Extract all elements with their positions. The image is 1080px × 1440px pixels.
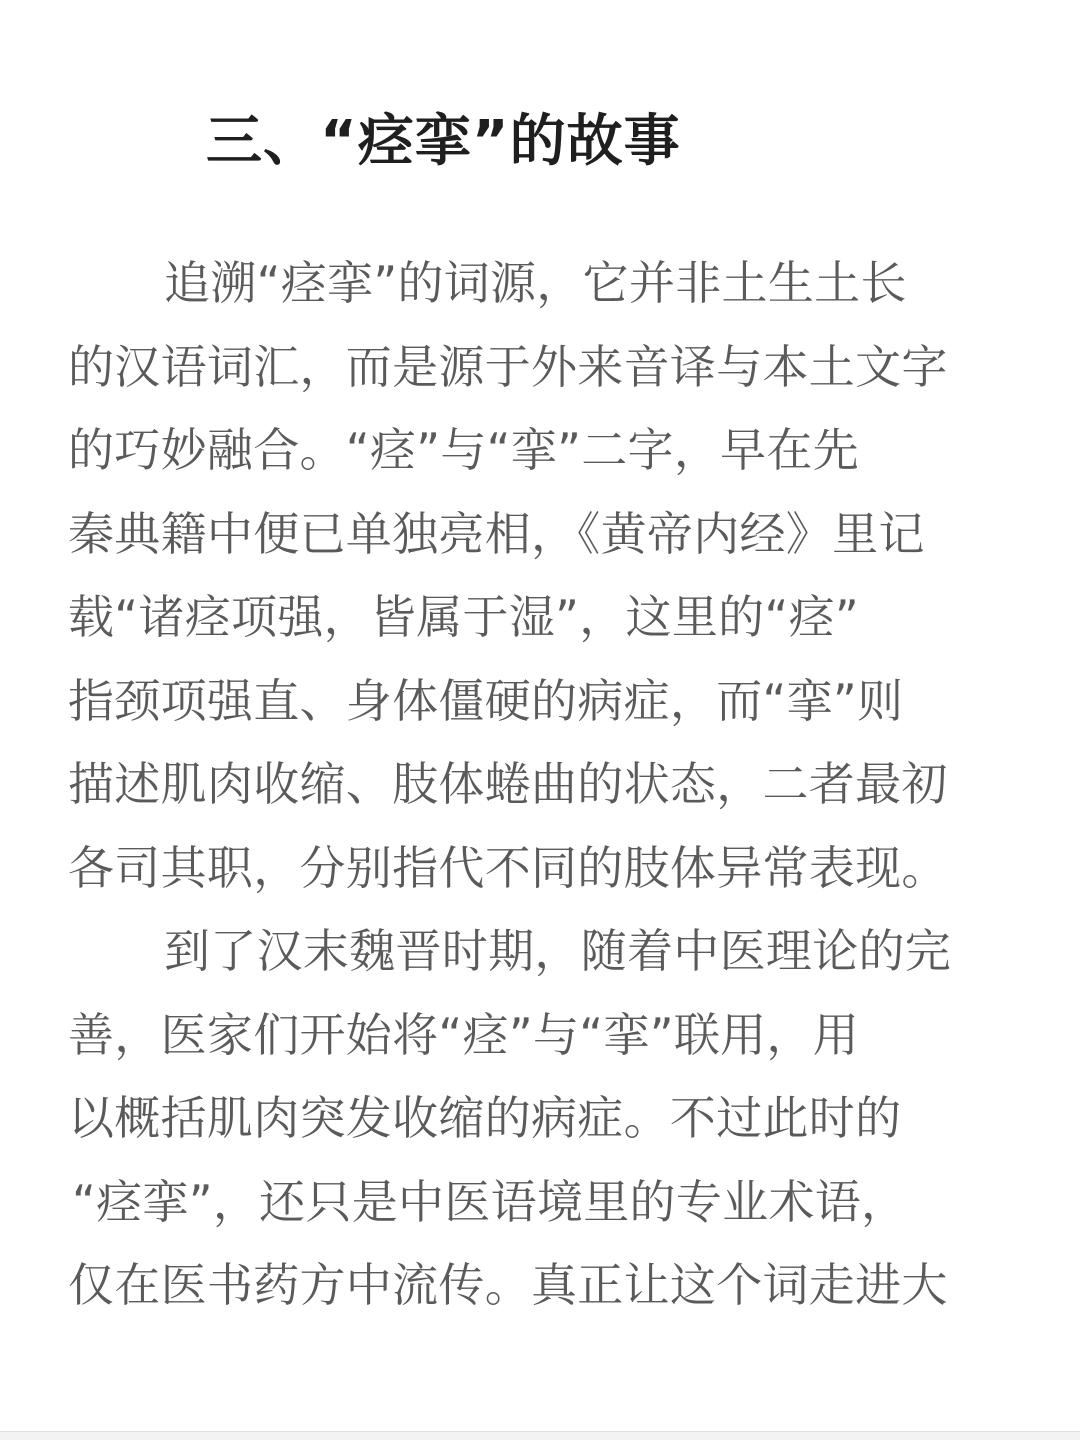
paragraph-1-line-1: 追溯“痉挛”的词源，它并非土生土长 bbox=[164, 256, 907, 310]
paragraph-1-line-6: 指颈项强直、身体僵硬的病症，而“挛”则 bbox=[68, 673, 904, 728]
paragraph-2-line-2: 善，医家们开始将“痉”与“挛”联用，用 bbox=[68, 1007, 860, 1062]
section-title: 三、“痉挛”的故事 bbox=[206, 109, 681, 174]
paragraph-1-line-2: 的汉语词汇，而是源于外来音译与本土文字 bbox=[68, 339, 948, 394]
paragraph-2-line-1: 到了汉末魏晋时期，随着中医理论的完 bbox=[164, 924, 952, 978]
paragraph-1-line-5: 载“诸痉项强，皆属于湿”，这里的“痉” bbox=[68, 590, 860, 644]
article-body bbox=[68, 242, 980, 1328]
paragraph-1-line-7: 描述肌肉收缩、肢体蜷曲的状态，二者最初 bbox=[68, 757, 948, 811]
paragraph-1-line-8: 各司其职，分别指代不同的肢体异常表现。 bbox=[68, 840, 948, 895]
paragraph-2-line-3: 以概括肌肉突发收缩的病症。不过此时的 bbox=[68, 1091, 902, 1145]
bottom-divider bbox=[0, 1431, 1080, 1440]
paragraph-1-line-3: 的巧妙融合。“痉”与“挛”二字，早在先 bbox=[68, 423, 860, 477]
paragraph-2-line-5: 仅在医书药方中流传。真正让这个词走进大 bbox=[68, 1258, 948, 1312]
paragraph-2-line-4: “痉挛”，还只是中医语境里的专业术语， bbox=[72, 1174, 908, 1229]
paragraph-1-line-4: 秦典籍中便已单独亮相，《黄帝内经》里记 bbox=[68, 506, 925, 561]
